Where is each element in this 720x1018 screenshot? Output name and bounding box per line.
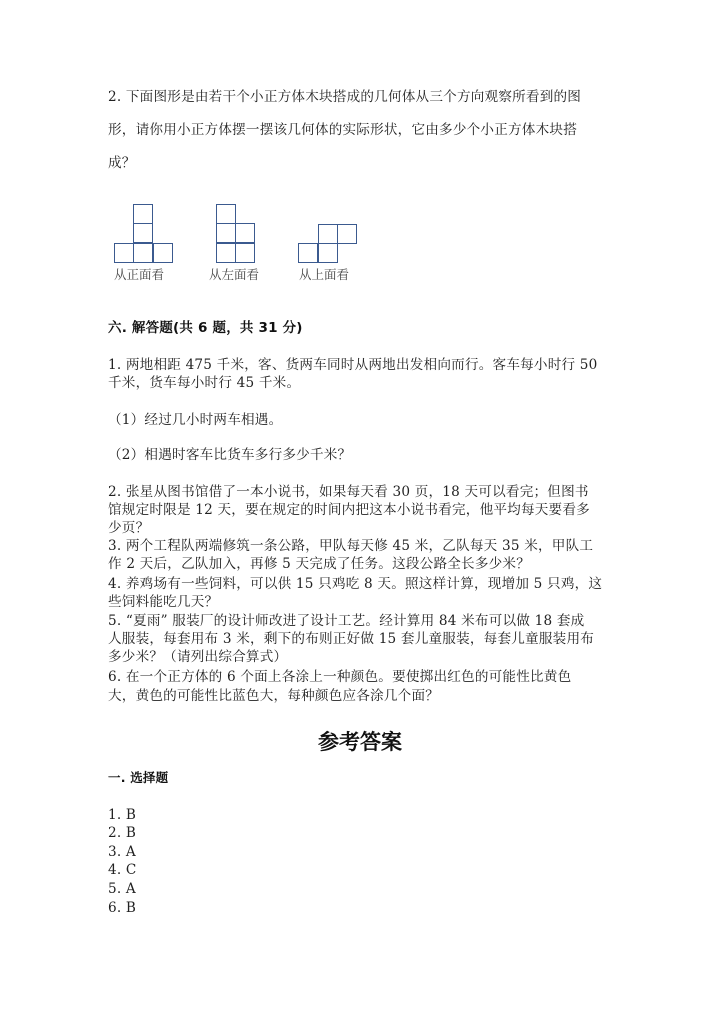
question-2-line-1: 2. 下面图形是由若干个小正方体木块搭成的几何体从三个方向观察所看到的图 <box>108 89 582 105</box>
problem-1-line-2: 千米，货车每小时行 45 千米。 <box>108 375 301 391</box>
grid-cell <box>133 204 153 224</box>
grid-cell <box>153 243 173 263</box>
grid-cell <box>133 243 153 263</box>
answers-section-1-heading: 一. 选择题 <box>108 770 169 785</box>
problem-1-line-1: 1. 两地相距 475 千米，客、货两车同时从两地出发相向而行。客车每小时行 50 <box>108 357 598 373</box>
problem-5-line-1: 5. “夏雨” 服装厂的设计师改进了设计工艺。经计算用 84 米布可以做 18 套成 <box>108 613 585 629</box>
problem-3-line-1: 3. 两个工程队两端修筑一条公路，甲队每天修 45 米，乙队每天 35 米，甲队工 <box>108 538 594 554</box>
grid-cell <box>133 223 153 243</box>
grid-cell <box>114 243 134 263</box>
answer-item: 1. B <box>108 807 137 823</box>
grid-cell <box>318 224 338 244</box>
problem-2-line-3: 少页？ <box>108 520 150 536</box>
answer-item: 5. A <box>108 881 136 897</box>
problem-5-line-3: 多少米？（请列出综合算式） <box>108 649 288 665</box>
problem-1-subquestion-2: （2）相遇时客车比货车多行多少千米？ <box>108 447 352 463</box>
grid-cell <box>337 224 357 244</box>
question-2-line-3: 成？ <box>108 155 136 171</box>
answers-title: 参考答案 <box>318 730 402 754</box>
problem-2-line-1: 2. 张星从图书馆借了一本小说书，如果每天看 30 页，18 天可以看完；但图书 <box>108 484 589 500</box>
answer-item: 2. B <box>108 825 137 841</box>
left-view-label: 从左面看 <box>209 267 260 282</box>
problem-4-line-2: 些饲料能吃几天？ <box>108 594 219 610</box>
grid-cell <box>235 243 255 263</box>
grid-cell <box>216 243 236 263</box>
front-view-label: 从正面看 <box>114 267 165 282</box>
problem-2-line-2: 馆规定时限是 12 天，要在规定的时间内把这本小说书看完，他平均每天要看多 <box>108 502 590 518</box>
problem-6-line-1: 6. 在一个正方体的 6 个面上各涂上一种颜色。要使掷出红色的可能性比黄色 <box>108 669 572 685</box>
top-view-label: 从上面看 <box>299 267 350 282</box>
problem-5-line-2: 人服装，每套用布 3 米，剩下的布则正好做 15 套儿童服装，每套儿童服装用布 <box>108 631 595 647</box>
answer-item: 3. A <box>108 844 136 860</box>
section-6-heading: 六. 解答题(共 6 题，共 31 分) <box>108 320 303 336</box>
problem-4-line-1: 4. 养鸡场有一些饲料，可以供 15 只鸡吃 8 天。照这样计算，现增加 5 只鸡，这 <box>108 576 603 592</box>
grid-cell <box>235 223 255 243</box>
problem-3-line-2: 作 2 天后，乙队加入，再修 5 天完成了任务。这段公路全长多少米？ <box>108 556 531 572</box>
answer-item: 6. B <box>108 900 137 916</box>
question-2-line-2: 形，请你用小正方体摆一摆该几何体的实际形状，它由多少个小正方体木块搭 <box>108 122 577 138</box>
answer-item: 4. C <box>108 862 137 878</box>
grid-cell <box>216 204 236 224</box>
grid-cell <box>216 223 236 243</box>
grid-cell <box>298 243 318 263</box>
grid-cell <box>318 243 338 263</box>
problem-1-subquestion-1: （1）经过几小时两车相遇。 <box>108 412 283 428</box>
problem-6-line-2: 大，黄色的可能性比蓝色大，每种颜色应各涂几个面？ <box>108 688 440 704</box>
